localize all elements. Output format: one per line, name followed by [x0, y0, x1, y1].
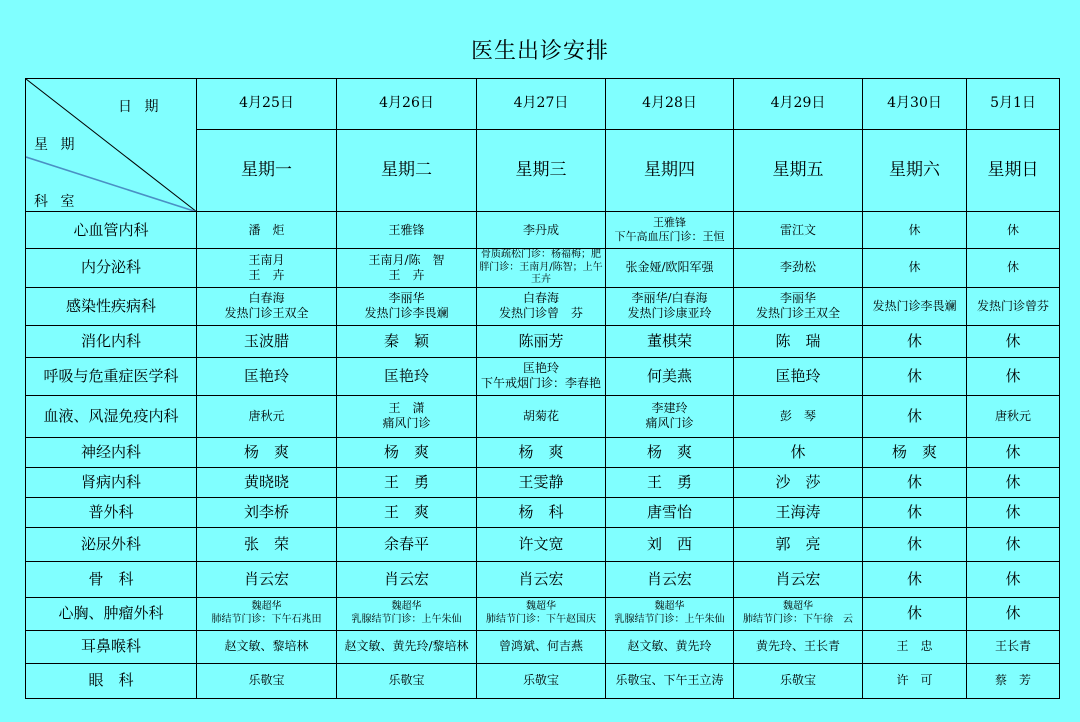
schedule-cell — [337, 663, 477, 698]
schedule-cell — [337, 630, 477, 663]
schedule-cell-line: 赵文敏、黄先玲 — [627, 639, 712, 653]
schedule-cell — [734, 561, 863, 597]
schedule-cell-line: 李丽华/白春海 — [631, 291, 708, 305]
schedule-cell-line: 黄先玲、王长青 — [755, 639, 840, 653]
schedule-cell — [734, 357, 863, 395]
schedule-cell — [606, 467, 734, 497]
schedule-cell — [337, 287, 477, 325]
schedule-cell — [967, 212, 1060, 249]
schedule-cell — [477, 663, 606, 698]
schedule-cell — [863, 325, 967, 357]
schedule-cell-line: 王 卉 — [248, 267, 285, 282]
schedule-cell-line: 李劲松 — [779, 260, 816, 275]
schedule-cell-line: 肖云宏 — [383, 569, 429, 588]
schedule-cell-line: 休 — [906, 406, 922, 425]
schedule-cell-line: 秦 颖 — [383, 331, 429, 350]
schedule-cell-line: 乐敬宝 — [522, 673, 559, 687]
schedule-cell — [606, 249, 734, 288]
schedule-cell-line: 彭 琴 — [779, 408, 816, 423]
schedule-cell-line: 肺结节门诊：下午石兆田 — [211, 613, 322, 625]
schedule-cell — [197, 597, 337, 630]
schedule-cell-line: 王南月/陈 智 — [368, 252, 445, 267]
schedule-cell — [197, 212, 337, 249]
schedule-cell-line: 休 — [906, 604, 922, 623]
schedule-cell — [967, 395, 1060, 437]
schedule-cell-line: 杨 爽 — [891, 442, 937, 461]
schedule-cell — [967, 357, 1060, 395]
schedule-cell-line: 王 卉 — [388, 267, 425, 282]
weekday-header-cell: 星期三 — [477, 130, 606, 212]
date-header-cell: 4月26日 — [337, 79, 477, 130]
weekday-header-cell: 星期四 — [606, 130, 734, 212]
schedule-cell-line: 王雅锋 — [653, 216, 686, 230]
schedule-cell — [477, 325, 606, 357]
schedule-cell — [477, 597, 606, 630]
date-header-cell: 4月29日 — [734, 79, 863, 130]
dept-name-cell: 骨 科 — [26, 561, 197, 597]
page-title: 医生出诊安排 — [470, 39, 609, 64]
date-header-cell: 5月1日 — [967, 79, 1060, 130]
schedule-cell — [197, 287, 337, 325]
table-row — [26, 287, 1060, 325]
dept-name-cell: 血液、风湿免疫内科 — [26, 395, 197, 437]
schedule-cell — [606, 437, 734, 467]
schedule-cell — [967, 325, 1060, 357]
schedule-cell — [337, 527, 477, 561]
schedule-cell-line: 王 爽 — [383, 502, 429, 521]
schedule-cell — [863, 287, 967, 325]
schedule-cell — [863, 249, 967, 288]
schedule-cell-line: 乐敬宝、下午王立涛 — [615, 673, 724, 687]
schedule-cell — [606, 527, 734, 561]
schedule-cell-line: 休 — [1005, 331, 1021, 350]
schedule-cell-line: 王 忠 — [896, 639, 933, 653]
schedule-cell — [477, 287, 606, 325]
schedule-cell — [477, 561, 606, 597]
schedule-cell — [734, 467, 863, 497]
schedule-cell — [477, 357, 606, 395]
dept-name-cell: 眼 科 — [26, 663, 197, 698]
corner-dept-label: 科 室 — [34, 194, 79, 210]
schedule-cell-line: 肺结节门诊：下午徐 云 — [743, 613, 853, 625]
schedule-cell-line: 张 荣 — [243, 534, 289, 553]
schedule-cell — [337, 437, 477, 467]
schedule-cell-line: 肖云宏 — [646, 569, 692, 588]
schedule-cell — [734, 249, 863, 288]
schedule-cell — [863, 663, 967, 698]
dept-name-cell: 心血管内科 — [26, 212, 197, 249]
schedule-cell-line: 王雅锋 — [388, 222, 425, 237]
schedule-cell — [967, 437, 1060, 467]
schedule-cell — [734, 663, 863, 698]
schedule-cell-line: 玉波腊 — [243, 331, 289, 350]
dept-name-cell: 泌尿外科 — [26, 527, 197, 561]
schedule-cell — [863, 395, 967, 437]
schedule-cell — [477, 249, 606, 288]
schedule-cell — [967, 467, 1060, 497]
table-row — [26, 597, 1060, 630]
schedule-cell-line: 痛风门诊 — [645, 416, 694, 430]
schedule-cell-line: 休 — [1005, 502, 1021, 521]
schedule-cell — [477, 630, 606, 663]
schedule-cell-line: 肖云宏 — [243, 569, 289, 588]
schedule-cell — [337, 357, 477, 395]
schedule-cell — [606, 630, 734, 663]
schedule-cell-line: 陈 瑞 — [775, 331, 821, 350]
schedule-cell — [967, 630, 1060, 663]
schedule-cell-line: 下午高血压门诊：王恒 — [614, 230, 725, 243]
schedule-cell-line: 胡菊花 — [522, 408, 559, 423]
schedule-cell-line: 休 — [906, 534, 922, 553]
corner-date-label: 日 期 — [118, 99, 163, 115]
schedule-cell-line: 痛风门诊 — [382, 416, 431, 430]
schedule-cell-line: 杨 爽 — [243, 442, 289, 461]
schedule-cell — [337, 467, 477, 497]
schedule-cell — [337, 561, 477, 597]
schedule-cell — [863, 357, 967, 395]
schedule-cell-line: 王雯静 — [518, 472, 564, 491]
schedule-cell-line: 休 — [908, 260, 921, 275]
schedule-cell-line: 雷江文 — [779, 222, 816, 237]
schedule-cell — [734, 325, 863, 357]
schedule-cell — [337, 212, 477, 249]
weekday-header-cell: 星期六 — [863, 130, 967, 212]
schedule-cell-line: 匡艳玲 — [243, 366, 289, 385]
schedule-cell-line: 骨质疏松门诊：杨福梅；肥胖门诊：王南月/陈智；上午王卉 — [479, 249, 603, 285]
schedule-cell-line: 王 勇 — [383, 472, 429, 491]
table-row — [26, 467, 1060, 497]
schedule-cell-line: 魏超华 — [251, 601, 282, 612]
schedule-cell — [197, 630, 337, 663]
schedule-cell-line: 休 — [906, 569, 922, 588]
dept-name-cell: 耳鼻喉科 — [26, 630, 197, 663]
schedule-cell-line: 杨 科 — [518, 502, 564, 521]
schedule-cell — [967, 287, 1060, 325]
schedule-cell — [863, 597, 967, 630]
schedule-cell — [967, 597, 1060, 630]
table-row — [26, 395, 1060, 437]
schedule-cell-line: 乳腺结节门诊：上午朱仙 — [614, 613, 725, 625]
schedule-cell-line: 刘李桥 — [243, 502, 289, 521]
dept-name-cell: 感染性疾病科 — [26, 287, 197, 325]
schedule-cell-line: 王海涛 — [775, 502, 821, 521]
schedule-cell — [606, 597, 734, 630]
schedule-cell — [477, 437, 606, 467]
table-row — [26, 212, 1060, 249]
date-header-row — [26, 79, 1060, 130]
table-row — [26, 357, 1060, 395]
schedule-body — [26, 79, 1060, 699]
schedule-cell-line: 杨 爽 — [646, 442, 692, 461]
schedule-cell-line: 乐敬宝 — [248, 673, 285, 687]
schedule-cell — [337, 597, 477, 630]
schedule-cell — [477, 527, 606, 561]
schedule-cell — [197, 663, 337, 698]
schedule-cell — [197, 527, 337, 561]
schedule-cell-line: 休 — [1005, 442, 1021, 461]
schedule-cell — [337, 395, 477, 437]
schedule-cell-line: 王 潇 — [388, 401, 425, 415]
schedule-table — [25, 78, 1060, 699]
schedule-cell-line: 休 — [1005, 534, 1021, 553]
schedule-cell-line: 王长青 — [994, 639, 1031, 653]
schedule-cell-line: 潘 炬 — [248, 222, 285, 237]
schedule-cell-line: 休 — [906, 331, 922, 350]
schedule-cell-line: 发热门诊曾 芬 — [498, 306, 583, 320]
schedule-cell — [967, 497, 1060, 527]
schedule-cell-line: 发热门诊李畏斓 — [872, 298, 957, 313]
schedule-cell — [606, 212, 734, 249]
schedule-cell — [734, 527, 863, 561]
weekday-header-cell: 星期一 — [197, 130, 337, 212]
schedule-cell-line: 匡艳玲 — [383, 366, 429, 385]
schedule-cell — [197, 561, 337, 597]
schedule-cell-line: 乳腺结节门诊：上午朱仙 — [351, 613, 462, 625]
schedule-cell-line: 休 — [908, 222, 921, 237]
schedule-cell — [863, 437, 967, 467]
dept-name-cell: 肾病内科 — [26, 467, 197, 497]
schedule-cell-line: 刘 西 — [646, 534, 692, 553]
schedule-cell-line: 休 — [906, 366, 922, 385]
schedule-cell-line: 王南月 — [248, 252, 285, 267]
schedule-cell — [863, 467, 967, 497]
schedule-cell — [197, 497, 337, 527]
schedule-cell-line: 休 — [1005, 604, 1021, 623]
schedule-cell-line: 发热门诊王双全 — [755, 306, 840, 320]
schedule-cell — [477, 212, 606, 249]
dept-name-cell: 心胸、肿瘤外科 — [26, 597, 197, 630]
dept-name-cell: 内分泌科 — [26, 249, 197, 288]
weekday-header-cell: 星期五 — [734, 130, 863, 212]
schedule-cell-line: 赵文敏、黄先玲/黎培林 — [344, 639, 469, 653]
schedule-cell-line: 休 — [906, 502, 922, 521]
schedule-cell-line: 李丽华 — [388, 291, 425, 305]
schedule-cell — [606, 287, 734, 325]
dept-name-cell: 呼吸与危重症医学科 — [26, 357, 197, 395]
schedule-cell-line: 休 — [1006, 222, 1019, 237]
schedule-cell-line: 休 — [1005, 472, 1021, 491]
schedule-cell — [967, 249, 1060, 288]
schedule-cell — [734, 630, 863, 663]
date-header-cell: 4月27日 — [477, 79, 606, 130]
schedule-cell-line: 休 — [906, 472, 922, 491]
schedule-cell-line: 肖云宏 — [518, 569, 564, 588]
schedule-cell-line: 魏超华 — [526, 601, 556, 612]
schedule-cell — [606, 357, 734, 395]
schedule-cell — [606, 663, 734, 698]
table-row — [26, 630, 1060, 663]
schedule-cell — [337, 497, 477, 527]
schedule-cell — [337, 249, 477, 288]
schedule-cell — [606, 325, 734, 357]
schedule-cell-line: 白春海 — [248, 291, 285, 305]
schedule-cell-line: 下午戒烟门诊：李春艳 — [480, 376, 601, 390]
schedule-cell-line: 魏超华 — [783, 601, 813, 612]
schedule-cell-line: 陈丽芳 — [518, 331, 564, 350]
schedule-cell — [606, 561, 734, 597]
schedule-cell-line: 曾鸿斌、何吉燕 — [498, 639, 583, 653]
schedule-cell-line: 赵文敏、黎培林 — [224, 639, 309, 653]
schedule-cell — [734, 437, 863, 467]
schedule-cell-line: 唐秋元 — [248, 408, 285, 423]
schedule-cell-line: 唐秋元 — [994, 408, 1031, 423]
corner-week-label: 星 期 — [34, 137, 79, 153]
schedule-cell — [863, 561, 967, 597]
schedule-cell — [197, 395, 337, 437]
schedule-cell-line: 发热门诊康亚玲 — [627, 306, 712, 320]
table-row — [26, 663, 1060, 698]
schedule-cell — [967, 561, 1060, 597]
schedule-cell-line: 杨 爽 — [518, 442, 564, 461]
schedule-cell — [863, 212, 967, 249]
schedule-cell — [477, 395, 606, 437]
schedule-cell-line: 乐敬宝 — [779, 673, 816, 687]
weekday-header-cell: 星期二 — [337, 130, 477, 212]
schedule-cell-line: 李丹成 — [522, 222, 559, 237]
table-row — [26, 437, 1060, 467]
schedule-cell-line: 唐雪怡 — [646, 502, 692, 521]
schedule-cell-line: 许文宽 — [518, 534, 564, 553]
schedule-cell-line: 肺结节门诊：下午赵国庆 — [486, 613, 596, 625]
schedule-cell-line: 发热门诊李畏斓 — [364, 306, 449, 320]
schedule-cell-line: 魏超华 — [654, 601, 685, 612]
schedule-cell — [477, 467, 606, 497]
schedule-cell-line: 休 — [1005, 366, 1021, 385]
schedule-cell-line: 休 — [1006, 260, 1019, 275]
schedule-cell-line: 余春平 — [383, 534, 429, 553]
schedule-cell-line: 杨 爽 — [383, 442, 429, 461]
schedule-cell-line: 白春海 — [522, 291, 559, 305]
schedule-cell — [606, 497, 734, 527]
date-header-cell: 4月25日 — [197, 79, 337, 130]
table-row — [26, 561, 1060, 597]
schedule-cell-line: 许 可 — [896, 673, 933, 687]
schedule-cell-line: 张金娅/欧阳军强 — [625, 260, 714, 275]
schedule-cell — [197, 467, 337, 497]
header-corner-cell — [26, 79, 197, 212]
schedule-cell-line: 肖云宏 — [775, 569, 821, 588]
schedule-cell — [863, 497, 967, 527]
date-header-cell: 4月30日 — [863, 79, 967, 130]
schedule-cell-line: 王 勇 — [646, 472, 692, 491]
schedule-cell — [606, 395, 734, 437]
table-row — [26, 249, 1060, 288]
schedule-cell — [477, 497, 606, 527]
schedule-cell-line: 匡艳玲 — [522, 361, 559, 375]
schedule-cell-line: 魏超华 — [391, 601, 422, 612]
schedule-cell — [734, 597, 863, 630]
schedule-cell — [197, 437, 337, 467]
schedule-cell-line: 休 — [1005, 569, 1021, 588]
schedule-cell-line: 沙 莎 — [775, 472, 821, 491]
schedule-cell-line: 李建玲 — [651, 401, 688, 415]
schedule-cell-line: 郭 亮 — [775, 534, 821, 553]
schedule-cell — [734, 497, 863, 527]
table-row — [26, 497, 1060, 527]
dept-name-cell: 消化内科 — [26, 325, 197, 357]
date-header-cell: 4月28日 — [606, 79, 734, 130]
schedule-cell-line: 乐敬宝 — [388, 673, 425, 687]
schedule-cell-line: 董棋荣 — [646, 331, 692, 350]
schedule-cell-line: 发热门诊王双全 — [224, 306, 309, 320]
schedule-cell — [863, 630, 967, 663]
schedule-cell — [734, 287, 863, 325]
table-row — [26, 325, 1060, 357]
schedule-cell-line: 匡艳玲 — [775, 366, 821, 385]
schedule-cell — [197, 325, 337, 357]
schedule-cell — [197, 357, 337, 395]
schedule-cell — [197, 249, 337, 288]
dept-name-cell: 普外科 — [26, 497, 197, 527]
weekday-header-cell: 星期日 — [967, 130, 1060, 212]
table-row — [26, 527, 1060, 561]
schedule-cell-line: 何美燕 — [646, 366, 692, 385]
schedule-cell — [967, 663, 1060, 698]
schedule-cell — [863, 527, 967, 561]
dept-name-cell: 神经内科 — [26, 437, 197, 467]
schedule-cell-line: 李丽华 — [779, 291, 816, 305]
schedule-cell — [337, 325, 477, 357]
schedule-cell-line: 黄晓晓 — [243, 472, 289, 491]
schedule-cell-line: 休 — [790, 442, 806, 461]
schedule-cell-line: 发热门诊曾芬 — [976, 298, 1049, 313]
schedule-cell — [967, 527, 1060, 561]
schedule-cell — [734, 395, 863, 437]
schedule-cell-line: 蔡 芳 — [994, 673, 1031, 687]
schedule-cell — [734, 212, 863, 249]
